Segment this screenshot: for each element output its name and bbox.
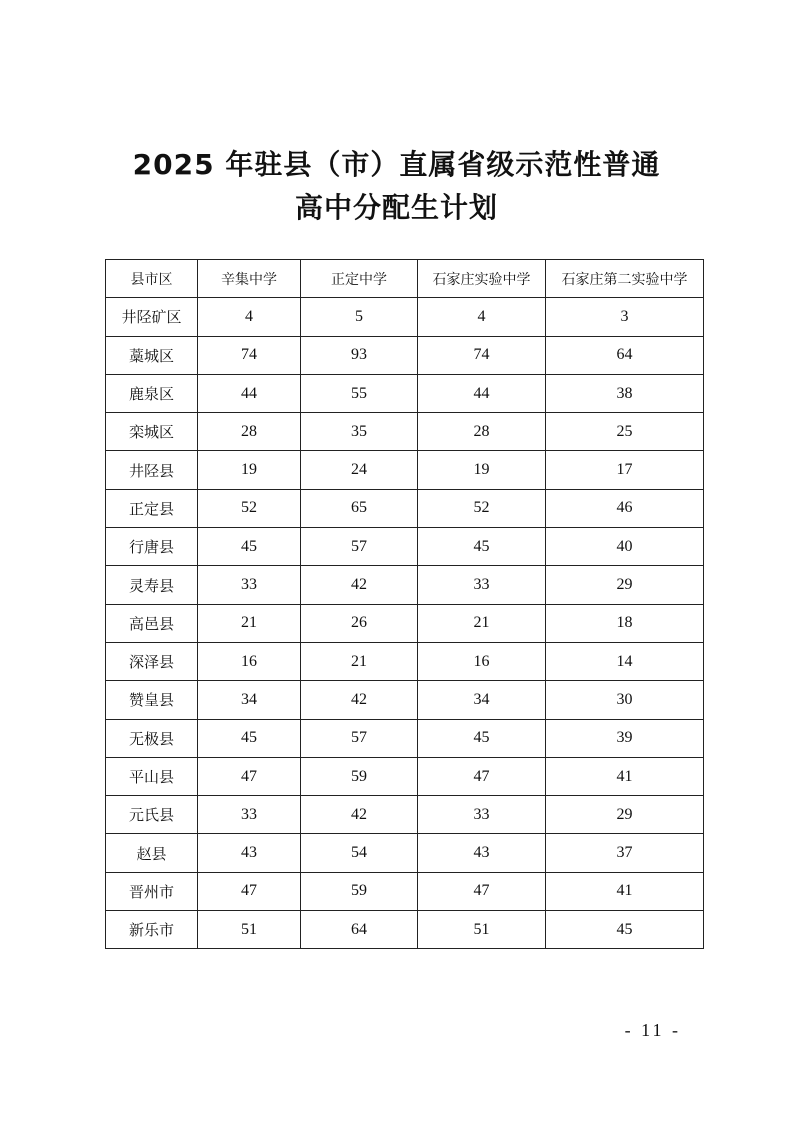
quota-cell: 39 [546,719,704,757]
quota-cell: 14 [546,642,704,680]
quota-cell: 59 [301,757,418,795]
quota-cell: 47 [418,757,546,795]
quota-cell: 28 [418,413,546,451]
quota-cell: 46 [546,489,704,527]
quota-cell: 54 [301,834,418,872]
quota-cell: 74 [418,336,546,374]
table-row [106,911,704,949]
district-cell: 井陉矿区 [106,298,198,336]
table-row [106,834,704,872]
quota-cell: 44 [198,374,301,412]
quota-cell: 65 [301,489,418,527]
quota-cell: 64 [546,336,704,374]
quota-cell: 4 [198,298,301,336]
table-row [106,681,704,719]
header-sjz-second-experimental-school: 石家庄第二实验中学 [546,260,704,298]
quota-cell: 29 [546,566,704,604]
table-row [106,298,704,336]
quota-cell: 55 [301,374,418,412]
table-row [106,604,704,642]
quota-cell: 33 [198,796,301,834]
district-cell: 鹿泉区 [106,374,198,412]
quota-cell: 21 [418,604,546,642]
quota-cell: 59 [301,872,418,910]
quota-cell: 18 [546,604,704,642]
quota-cell: 34 [198,681,301,719]
district-cell: 晋州市 [106,872,198,910]
quota-cell: 29 [546,796,704,834]
quota-cell: 64 [301,911,418,949]
quota-cell: 45 [418,719,546,757]
table-row [106,336,704,374]
quota-cell: 47 [418,872,546,910]
table-row [106,796,704,834]
quota-cell: 45 [546,911,704,949]
header-district: 县市区 [106,260,198,298]
quota-cell: 42 [301,796,418,834]
quota-cell: 33 [198,566,301,604]
district-cell: 高邑县 [106,604,198,642]
quota-cell: 43 [198,834,301,872]
table-row [106,566,704,604]
quota-cell: 21 [198,604,301,642]
district-cell: 元氏县 [106,796,198,834]
quota-cell: 74 [198,336,301,374]
table-row [106,451,704,489]
table-row [106,872,704,910]
quota-cell: 25 [546,413,704,451]
quota-cell: 38 [546,374,704,412]
table-row [106,413,704,451]
table-row [106,757,704,795]
quota-cell: 4 [418,298,546,336]
quota-cell: 5 [301,298,418,336]
quota-cell: 17 [546,451,704,489]
district-cell: 平山县 [106,757,198,795]
page-number: - 11 - [624,1020,681,1040]
quota-cell: 35 [301,413,418,451]
page-title-line-2: 高中分配生计划 [294,191,498,224]
district-cell: 无极县 [106,719,198,757]
quota-cell: 42 [301,681,418,719]
quota-cell: 45 [198,528,301,566]
quota-cell: 24 [301,451,418,489]
district-cell: 赞皇县 [106,681,198,719]
quota-cell: 51 [418,911,546,949]
quota-cell: 57 [301,719,418,757]
quota-cell: 41 [546,872,704,910]
quota-cell: 34 [418,681,546,719]
quota-cell: 57 [301,528,418,566]
quota-cell: 3 [546,298,704,336]
table-row [106,642,704,680]
quota-cell: 16 [418,642,546,680]
quota-cell: 37 [546,834,704,872]
quota-cell: 93 [301,336,418,374]
allocation-table [105,259,704,949]
table-header-row [106,260,704,298]
district-cell: 栾城区 [106,413,198,451]
district-cell: 井陉县 [106,451,198,489]
quota-cell: 51 [198,911,301,949]
table-body [106,298,704,949]
quota-cell: 45 [418,528,546,566]
header-zhengding-school: 正定中学 [301,260,418,298]
quota-cell: 41 [546,757,704,795]
quota-cell: 16 [198,642,301,680]
quota-cell: 33 [418,566,546,604]
quota-cell: 21 [301,642,418,680]
quota-cell: 52 [418,489,546,527]
quota-cell: 30 [546,681,704,719]
quota-cell: 26 [301,604,418,642]
district-cell: 深泽县 [106,642,198,680]
table-row [106,719,704,757]
district-cell: 藁城区 [106,336,198,374]
quota-cell: 19 [418,451,546,489]
quota-cell: 44 [418,374,546,412]
quota-cell: 33 [418,796,546,834]
quota-cell: 47 [198,872,301,910]
table-row [106,528,704,566]
quota-cell: 42 [301,566,418,604]
header-sjz-experimental-school: 石家庄实验中学 [418,260,546,298]
district-cell: 正定县 [106,489,198,527]
district-cell: 赵县 [106,834,198,872]
header-xinji-school: 辛集中学 [198,260,301,298]
quota-cell: 45 [198,719,301,757]
page-title-line-1: 2025 年驻县（市）直属省级示范性普通 [132,148,661,181]
table-row [106,489,704,527]
district-cell: 行唐县 [106,528,198,566]
district-cell: 灵寿县 [106,566,198,604]
quota-cell: 40 [546,528,704,566]
quota-cell: 28 [198,413,301,451]
quota-cell: 47 [198,757,301,795]
quota-cell: 43 [418,834,546,872]
table-row [106,374,704,412]
district-cell: 新乐市 [106,911,198,949]
quota-cell: 52 [198,489,301,527]
quota-cell: 19 [198,451,301,489]
